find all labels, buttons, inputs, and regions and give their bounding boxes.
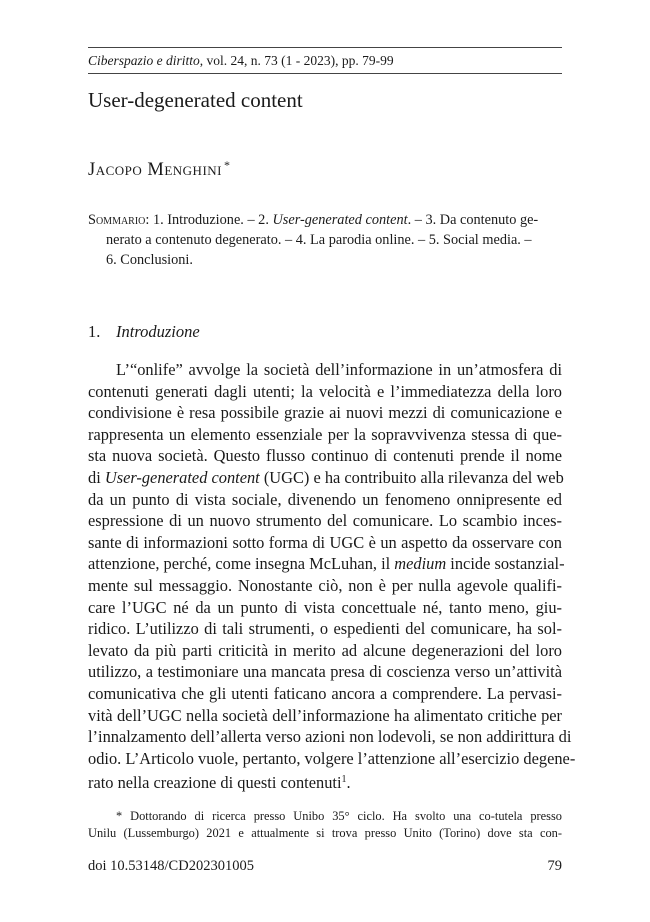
body-line: rato nella creazione di questi contenuti$^1$. — [88, 773, 351, 793]
header-rule-bottom — [88, 73, 562, 74]
body-line: L’“onlife” avvolge la società dell’informazione in un’atmosfera di — [116, 360, 562, 379]
body-line: levato da più parti criticità in merito ad alcune degenerazioni del loro — [88, 640, 562, 660]
author-footnote-mark: * — [224, 158, 231, 172]
body-paragraph — [88, 359, 576, 794]
body-line: espressione di un nuovo strumento del comunicare. Lo scambio inces- — [88, 511, 562, 531]
body-line: odio. L’Articolo vuole, pertanto, volgere l’attenzione all’esercizio degene- — [88, 748, 576, 768]
body-line: da un punto di vista sociale, divenendo un fenomeno onnipresente ed — [88, 489, 562, 509]
body-line: sta nuova società. Questo flusso continuo di contenuti prende il nome — [88, 446, 562, 466]
article-title: User-degenerated content — [88, 88, 303, 112]
summary-line-2: nerato a contenuto degenerato. – 4. La parodia online. – 5. Social media. – — [106, 232, 532, 248]
journal-issue: , vol. 24, n. 73 (1 - 2023), pp. 79-99 — [199, 53, 394, 68]
doi-link[interactable]: doi 10.53148/CD202301005 — [88, 858, 254, 874]
footnote-reference[interactable]: 1 — [341, 774, 347, 786]
summary-line-1: Sommario: 1. Introduzione. – 2. User-generated content. – 3. Da contenuto ge- — [88, 212, 539, 228]
body-line: rappresenta un elemento essenziale per la sopravvivenza stessa di que- — [88, 424, 562, 444]
footnote-line: * Dottorando di ricerca presso Unibo 35° ciclo. Ha svolto una co-tutela presso — [116, 809, 562, 823]
body-line: care l’UGC né da un punto di vista concettuale né, tanto meno, giu- — [88, 597, 562, 617]
body-line: di User-generated content (UGC) e ha contribuito alla rilevanza del web — [88, 467, 564, 487]
body-line: contenuti generati dagli utenti; la velocità e l’immediatezza della loro — [88, 381, 562, 401]
summary-label: Sommario: — [88, 212, 150, 228]
journal-name: Ciberspazio e diritto — [88, 53, 200, 68]
body-line: sante di informazioni sotto forma di UGC è un aspetto da osservare con — [88, 532, 562, 552]
body-line: utilizzo, a testimoniare una mancata presa di coscienza verso un’attività — [88, 662, 562, 682]
body-line: comunicativa che gli utenti faticano ancora a comprendere. La pervasi- — [88, 683, 562, 703]
body-line: condivisione è resa possibile grazie ai nuovi mezzi di comunicazione e — [88, 403, 562, 423]
body-line: ridico. L’utilizzo di tali strumenti, o espedienti del comunicare, ha sol- — [88, 619, 562, 639]
article-summary — [88, 210, 562, 270]
author-name: Jacopo Menghini — [88, 160, 222, 180]
summary-line-3: 6. Conclusioni. — [106, 252, 193, 268]
body-line: attenzione, perché, come insegna McLuhan, il medium incide sostanzial- — [88, 554, 565, 574]
body-line: mente sul messaggio. Nonostante ciò, non è per nulla agevole qualifi- — [88, 575, 562, 595]
body-line: l’innalzamento dell’allerta verso azioni non lodevoli, se non addirittura di — [88, 727, 572, 747]
section-number: 1. — [88, 322, 101, 341]
section-title: Introduzione — [116, 322, 200, 341]
article-author — [88, 158, 231, 181]
section-heading — [88, 321, 200, 343]
header-rule-top — [88, 47, 562, 48]
journal-citation — [88, 52, 562, 70]
page-number: 79 — [547, 858, 562, 874]
body-line: vità dell’UGC nella società dell’informazione ha alimentato critiche per — [88, 705, 562, 725]
footnote — [88, 808, 562, 842]
footnote-line: Unilu (Lussemburgo) 2021 e attualmente si trova presso Unito (Torino) dove sta con- — [88, 826, 562, 840]
